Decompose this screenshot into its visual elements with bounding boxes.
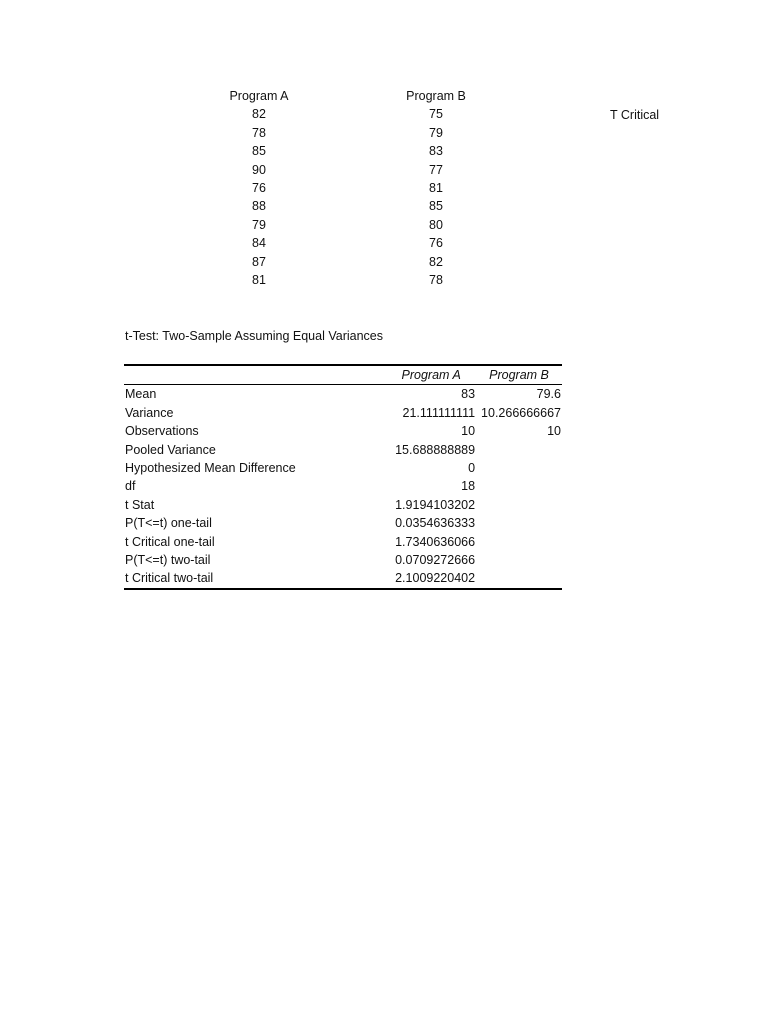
- program-b-value-cell[interactable]: 85: [429, 199, 443, 214]
- program-a-value-cell[interactable]: 84: [252, 236, 266, 251]
- row-label-cell[interactable]: t Critical two-tail: [125, 571, 214, 586]
- program-a-value-cell[interactable]: 15.688888889: [395, 442, 476, 457]
- program-b-value-cell[interactable]: [476, 569, 562, 588]
- program-b-value-cell[interactable]: 77: [429, 162, 443, 177]
- program-b-value-cell[interactable]: 79.6: [536, 387, 561, 402]
- program-b-value-cell[interactable]: 83: [429, 144, 443, 159]
- program-b-value-cell[interactable]: 75: [429, 107, 443, 122]
- program-a-header[interactable]: Program A: [229, 89, 289, 103]
- header-program-a[interactable]: Program A: [386, 365, 476, 385]
- table-row: [124, 496, 562, 514]
- program-b-value-cell[interactable]: 80: [429, 217, 443, 232]
- program-a-value-cell[interactable]: 0: [468, 461, 476, 476]
- row-label-cell[interactable]: P(T<=t) one-tail: [125, 516, 212, 531]
- row-label-cell[interactable]: P(T<=t) two-tail: [125, 553, 211, 568]
- ttest-body: [124, 385, 562, 589]
- header-program-b[interactable]: Program B: [476, 365, 562, 385]
- program-a-value-cell[interactable]: 78: [252, 125, 266, 140]
- program-b-value-cell[interactable]: 81: [429, 180, 443, 195]
- program-b-value-cell[interactable]: [476, 514, 562, 532]
- row-label-cell[interactable]: Hypothesized Mean Difference: [125, 461, 296, 476]
- table-row: [124, 551, 562, 569]
- table-row: [124, 514, 562, 532]
- program-b-value-cell[interactable]: [476, 551, 562, 569]
- program-b-value-cell[interactable]: 78: [429, 272, 443, 287]
- ttest-output-table: [124, 364, 562, 590]
- program-b-value-cell[interactable]: 82: [429, 254, 443, 269]
- program-a-value-cell[interactable]: 88: [252, 199, 266, 214]
- program-a-value-cell[interactable]: 85: [252, 144, 266, 159]
- program-a-value-cell[interactable]: 90: [252, 162, 266, 177]
- table-row: [124, 422, 562, 440]
- table-row: [124, 459, 562, 477]
- program-b-value-cell[interactable]: [476, 441, 562, 459]
- program-b-column: [376, 87, 496, 289]
- program-a-value-cell[interactable]: 82: [252, 107, 266, 122]
- program-a-value-cell[interactable]: 0.0709272666: [395, 553, 476, 568]
- row-label-cell[interactable]: Variance: [125, 405, 174, 420]
- program-a-value-cell[interactable]: 1.9194103202: [395, 497, 476, 512]
- program-b-value-cell[interactable]: [476, 496, 562, 514]
- program-b-value-cell[interactable]: 76: [429, 236, 443, 251]
- row-label-cell[interactable]: Mean: [125, 387, 157, 402]
- row-label-cell[interactable]: Observations: [125, 424, 199, 439]
- header-blank-cell[interactable]: [124, 365, 386, 385]
- program-a-column: [199, 87, 319, 289]
- program-b-header[interactable]: Program B: [406, 89, 466, 103]
- row-label-cell[interactable]: t Stat: [125, 497, 155, 512]
- table-row: [124, 569, 562, 588]
- table-row: [124, 385, 562, 404]
- ttest-header-row: [124, 365, 562, 385]
- program-a-value-cell[interactable]: 0.0354636333: [395, 516, 476, 531]
- program-a-value-cell[interactable]: 81: [252, 272, 266, 287]
- table-row: [124, 477, 562, 495]
- program-b-value-cell[interactable]: [476, 459, 562, 477]
- ttest-title[interactable]: t-Test: Two-Sample Assuming Equal Variances: [125, 329, 383, 343]
- program-b-value-cell[interactable]: 79: [429, 125, 443, 140]
- row-label-cell[interactable]: df: [125, 479, 136, 494]
- t-critical-label[interactable]: T Critical: [610, 108, 660, 122]
- table-row: [124, 404, 562, 422]
- program-b-value-cell[interactable]: [476, 477, 562, 495]
- program-a-value-cell[interactable]: 87: [252, 254, 266, 269]
- program-a-value-cell[interactable]: 79: [252, 217, 266, 232]
- row-label-cell[interactable]: t Critical one-tail: [125, 534, 215, 549]
- row-label-cell[interactable]: Pooled Variance: [125, 442, 216, 457]
- program-b-value-cell[interactable]: [476, 533, 562, 551]
- program-b-value-cell[interactable]: 10.266666667: [481, 405, 561, 420]
- program-a-value-cell[interactable]: 83: [461, 387, 476, 402]
- program-a-value-cell[interactable]: 18: [461, 479, 476, 494]
- program-b-value-cell[interactable]: 10: [547, 424, 561, 439]
- table-row: [124, 533, 562, 551]
- program-a-value-cell[interactable]: 21.111111111: [402, 405, 476, 420]
- program-a-value-cell[interactable]: 76: [252, 180, 266, 195]
- program-a-value-cell[interactable]: 10: [461, 424, 476, 439]
- program-a-value-cell[interactable]: 2.1009220402: [395, 571, 476, 586]
- table-row: [124, 441, 562, 459]
- program-a-value-cell[interactable]: 1.7340636066: [395, 534, 476, 549]
